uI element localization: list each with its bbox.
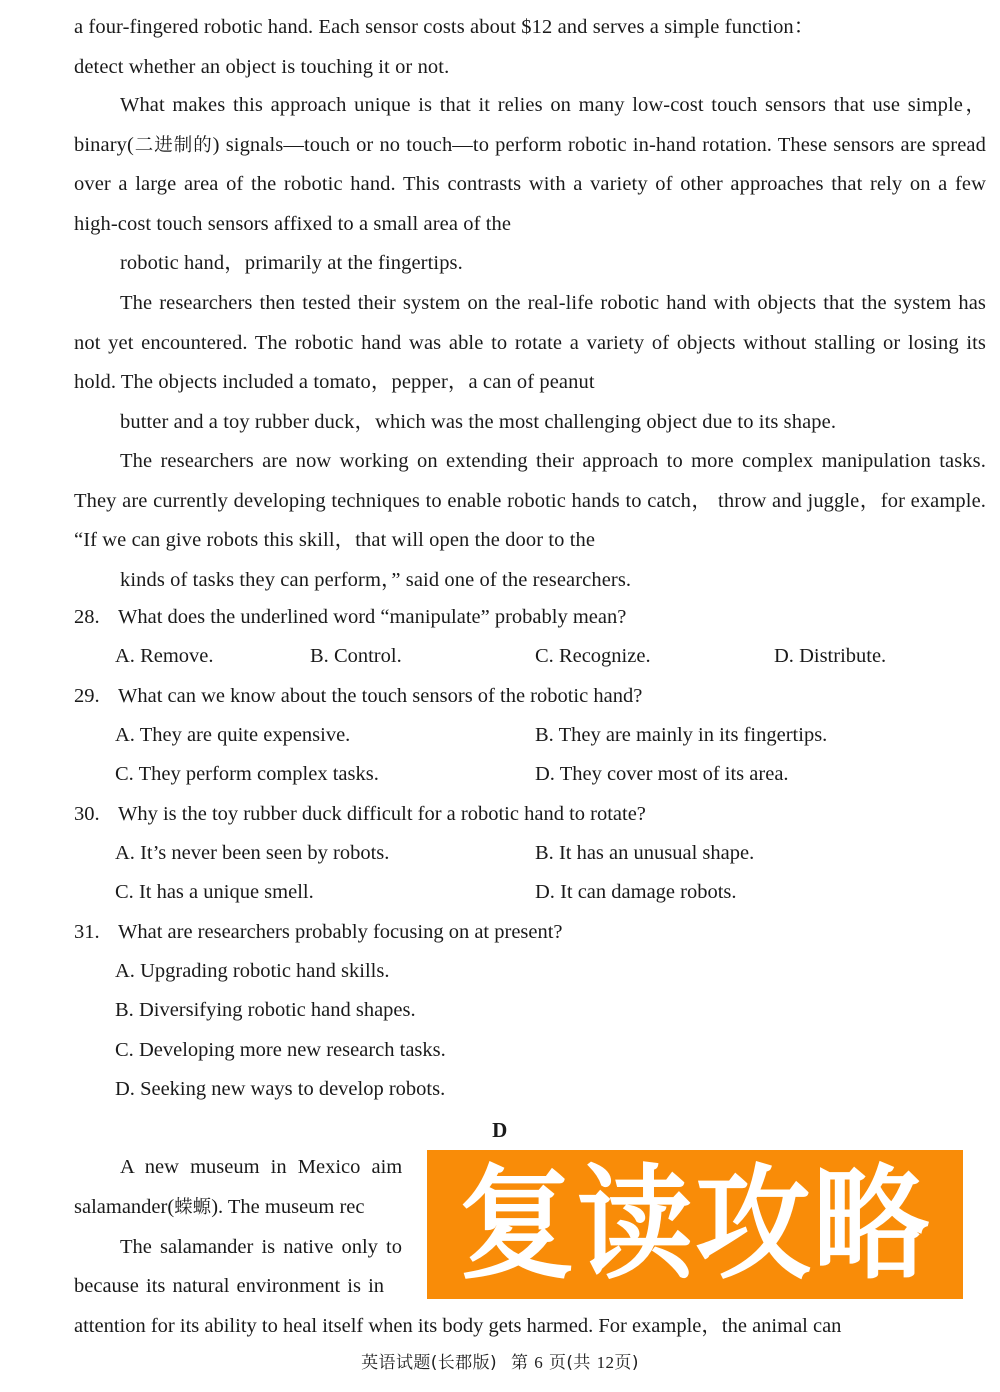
passage-d-line-2-text: salamander(蝾螈). The museum rec: [74, 1196, 365, 1218]
option-text: They are quite expensive.: [139, 724, 351, 746]
footer-page-number: 6: [534, 1353, 544, 1372]
paragraph-text: a four-fingered robotic hand. Each sensor costs about $12 and serves a simple function：: [74, 16, 815, 38]
option-label: C.: [115, 763, 134, 785]
footer-page-suffix: 页): [614, 1353, 639, 1373]
option-text: Distribute.: [799, 645, 887, 667]
option-d[interactable]: [535, 755, 789, 795]
question-31-stem: [74, 913, 986, 953]
option-label: C.: [115, 881, 134, 903]
option-label: D.: [535, 763, 555, 785]
question-number: 30.: [74, 803, 100, 825]
option-label: D.: [774, 645, 794, 667]
option-c[interactable]: [115, 1031, 446, 1071]
option-label: D.: [535, 881, 555, 903]
question-28-stem: [74, 598, 986, 638]
option-text: Seeking new ways to develop robots.: [140, 1078, 446, 1100]
option-c[interactable]: [535, 637, 651, 677]
option-b[interactable]: [535, 834, 754, 874]
option-label: B.: [310, 645, 329, 667]
question-29-stem: [74, 677, 986, 717]
option-d[interactable]: [774, 637, 886, 677]
passage-d-line-1-text: A new museum in Mexico aim: [120, 1156, 403, 1178]
question-30-stem: [74, 795, 986, 835]
chinese-gloss-salamander: 蝾螈: [174, 1197, 212, 1218]
question-text: What does the underlined word “manipulate” probably mean?: [118, 606, 627, 628]
question-number: 29.: [74, 685, 100, 707]
option-text: They cover most of its area.: [559, 763, 789, 785]
chinese-gloss-binary: 二进制的: [133, 134, 213, 156]
option-label: A.: [115, 645, 135, 667]
passage-d-line-3-text: The salamander is native only to: [120, 1236, 402, 1258]
option-a[interactable]: [115, 952, 389, 992]
passage-paragraph-4: The researchers are now working on extending their approach to more complex manipulation tasks. They are currently developing techniques to enable robotic hands to catch， throw and juggle，for example. “If we can give robots this skill，that will open the door to the kinds of tasks they can perform，” said one of the researchers.: [74, 450, 986, 591]
question-text: What are researchers probably focusing on at present?: [118, 921, 563, 943]
passage-d-line-4-text: because its natural environment is in: [74, 1275, 385, 1297]
option-label: B.: [535, 724, 554, 746]
option-text: It has a unique smell.: [138, 881, 314, 903]
option-text: Recognize.: [558, 645, 651, 667]
footer-page-prefix: 第: [511, 1353, 529, 1373]
option-text: It can damage robots.: [560, 881, 737, 903]
option-text: They perform complex tasks.: [138, 763, 379, 785]
option-b[interactable]: [310, 637, 402, 677]
option-text: It’s never been seen by robots.: [140, 842, 390, 864]
watermark-banner: [427, 1150, 963, 1299]
option-text: They are mainly in its fingertips.: [558, 724, 828, 746]
option-a[interactable]: [115, 716, 350, 756]
section-letter-d: D: [492, 1118, 508, 1142]
page-footer: [0, 1348, 1000, 1373]
option-label: C.: [115, 1039, 134, 1061]
option-a[interactable]: [115, 834, 389, 874]
option-a[interactable]: [115, 637, 214, 677]
footer-subject: 英语试题(长郡版): [361, 1353, 498, 1373]
paragraph-text-lastline: detect whether an object is touching it or not.: [74, 55, 450, 78]
option-text: Control.: [333, 645, 402, 667]
passage-paragraph-3: The researchers then tested their system on the real-life robotic hand with objects that the system has not yet encountered. The robotic hand was able to rotate a variety of objects without stalling or losing its hold. The objects included a tomato，pepper，a can of peanut butter and a toy rubber duck，which was the most challenging object due to its shape.: [74, 292, 986, 433]
option-label: D.: [115, 1078, 135, 1100]
passage-paragraph-1: [74, 8, 986, 87]
passage-d-line-5: [74, 1307, 986, 1347]
option-text: Remove.: [140, 645, 214, 667]
option-d[interactable]: [115, 1070, 445, 1110]
passage-d-line-5-text: attention for its ability to heal itself when its body gets harmed. For example，the animal can: [74, 1315, 842, 1337]
option-text: It has an unusual shape.: [558, 842, 755, 864]
option-c[interactable]: [115, 755, 379, 795]
option-label: B.: [115, 999, 134, 1021]
question-text: Why is the toy rubber duck difficult for a robotic hand to rotate?: [118, 803, 646, 825]
footer-total-pages: 12: [596, 1353, 615, 1372]
option-text: Developing more new research tasks.: [138, 1039, 446, 1061]
option-label: A.: [115, 842, 135, 864]
watermark-text: 复读攻略: [459, 1152, 931, 1296]
passage-paragraph-2: What makes this approach unique is that it relies on many low-cost touch sensors that use simple，binary(二进制的) signals—touch or no touch—to perform robotic in-hand rotation. These sensors are spread over a large area of the robotic hand. This contrasts with a variety of other approaches that rely on a few high-cost touch sensors affixed to a small area of the robotic hand，primarily at the fingertips.: [74, 94, 986, 275]
option-b[interactable]: [535, 716, 827, 756]
footer-page-middle: 页(共: [548, 1353, 591, 1373]
option-label: C.: [535, 645, 554, 667]
option-b[interactable]: [115, 991, 416, 1031]
option-d[interactable]: [535, 873, 737, 913]
option-label: B.: [535, 842, 554, 864]
option-label: A.: [115, 724, 135, 746]
option-text: Diversifying robotic hand shapes.: [138, 999, 416, 1021]
question-number: 31.: [74, 921, 100, 943]
option-text: Upgrading robotic hand skills.: [140, 960, 390, 982]
question-number: 28.: [74, 606, 100, 628]
option-c[interactable]: [115, 873, 314, 913]
option-label: A.: [115, 960, 135, 982]
question-text: What can we know about the touch sensors of the robotic hand?: [118, 685, 643, 707]
